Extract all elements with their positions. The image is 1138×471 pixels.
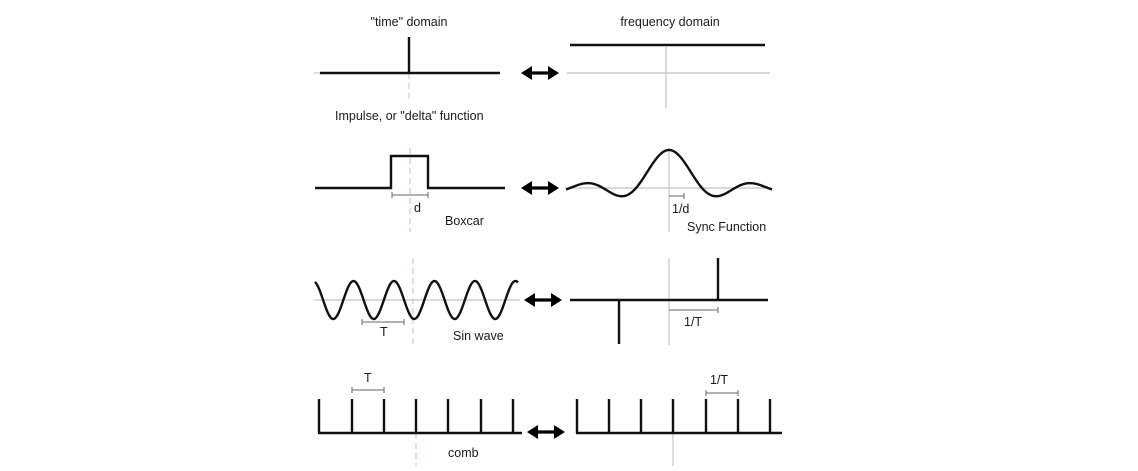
double-arrow-icon-left — [527, 425, 538, 439]
double-arrow-icon-right — [551, 293, 562, 307]
transform-arrow-4 — [527, 425, 565, 439]
impulse-time-plot — [314, 37, 500, 103]
impulse-caption: Impulse, or "delta" function — [335, 109, 484, 123]
double-arrow-icon-left — [521, 181, 532, 195]
comb-frequency-plot — [576, 390, 782, 466]
sin-period-label: T — [380, 325, 388, 339]
sin-frequency-plot — [570, 258, 768, 345]
transform-arrow-1 — [521, 66, 559, 80]
frequency-domain-header: frequency domain — [620, 15, 720, 29]
comb-caption: comb — [448, 446, 479, 460]
impulse-frequency-plot — [567, 45, 770, 108]
double-arrow-icon-right — [548, 181, 559, 195]
sin-caption: Sin wave — [453, 329, 504, 343]
transform-arrow-2 — [521, 181, 559, 195]
sin-freq-label: 1/T — [684, 315, 703, 329]
time-domain-header: "time" domain — [370, 15, 448, 29]
double-arrow-icon-right — [554, 425, 565, 439]
sync-width-label: 1/d — [672, 202, 690, 216]
comb-time-plot — [318, 387, 522, 466]
boxcar-caption: Boxcar — [445, 214, 484, 228]
comb-period-label: T — [364, 371, 372, 385]
boxcar-width-label: d — [414, 201, 421, 215]
transform-arrow-3 — [524, 293, 562, 307]
double-arrow-icon-left — [521, 66, 532, 80]
double-arrow-icon-right — [548, 66, 559, 80]
double-arrow-icon-left — [524, 293, 535, 307]
comb-freq-label: 1/T — [710, 373, 729, 387]
sync-caption: Sync Function — [687, 220, 767, 234]
